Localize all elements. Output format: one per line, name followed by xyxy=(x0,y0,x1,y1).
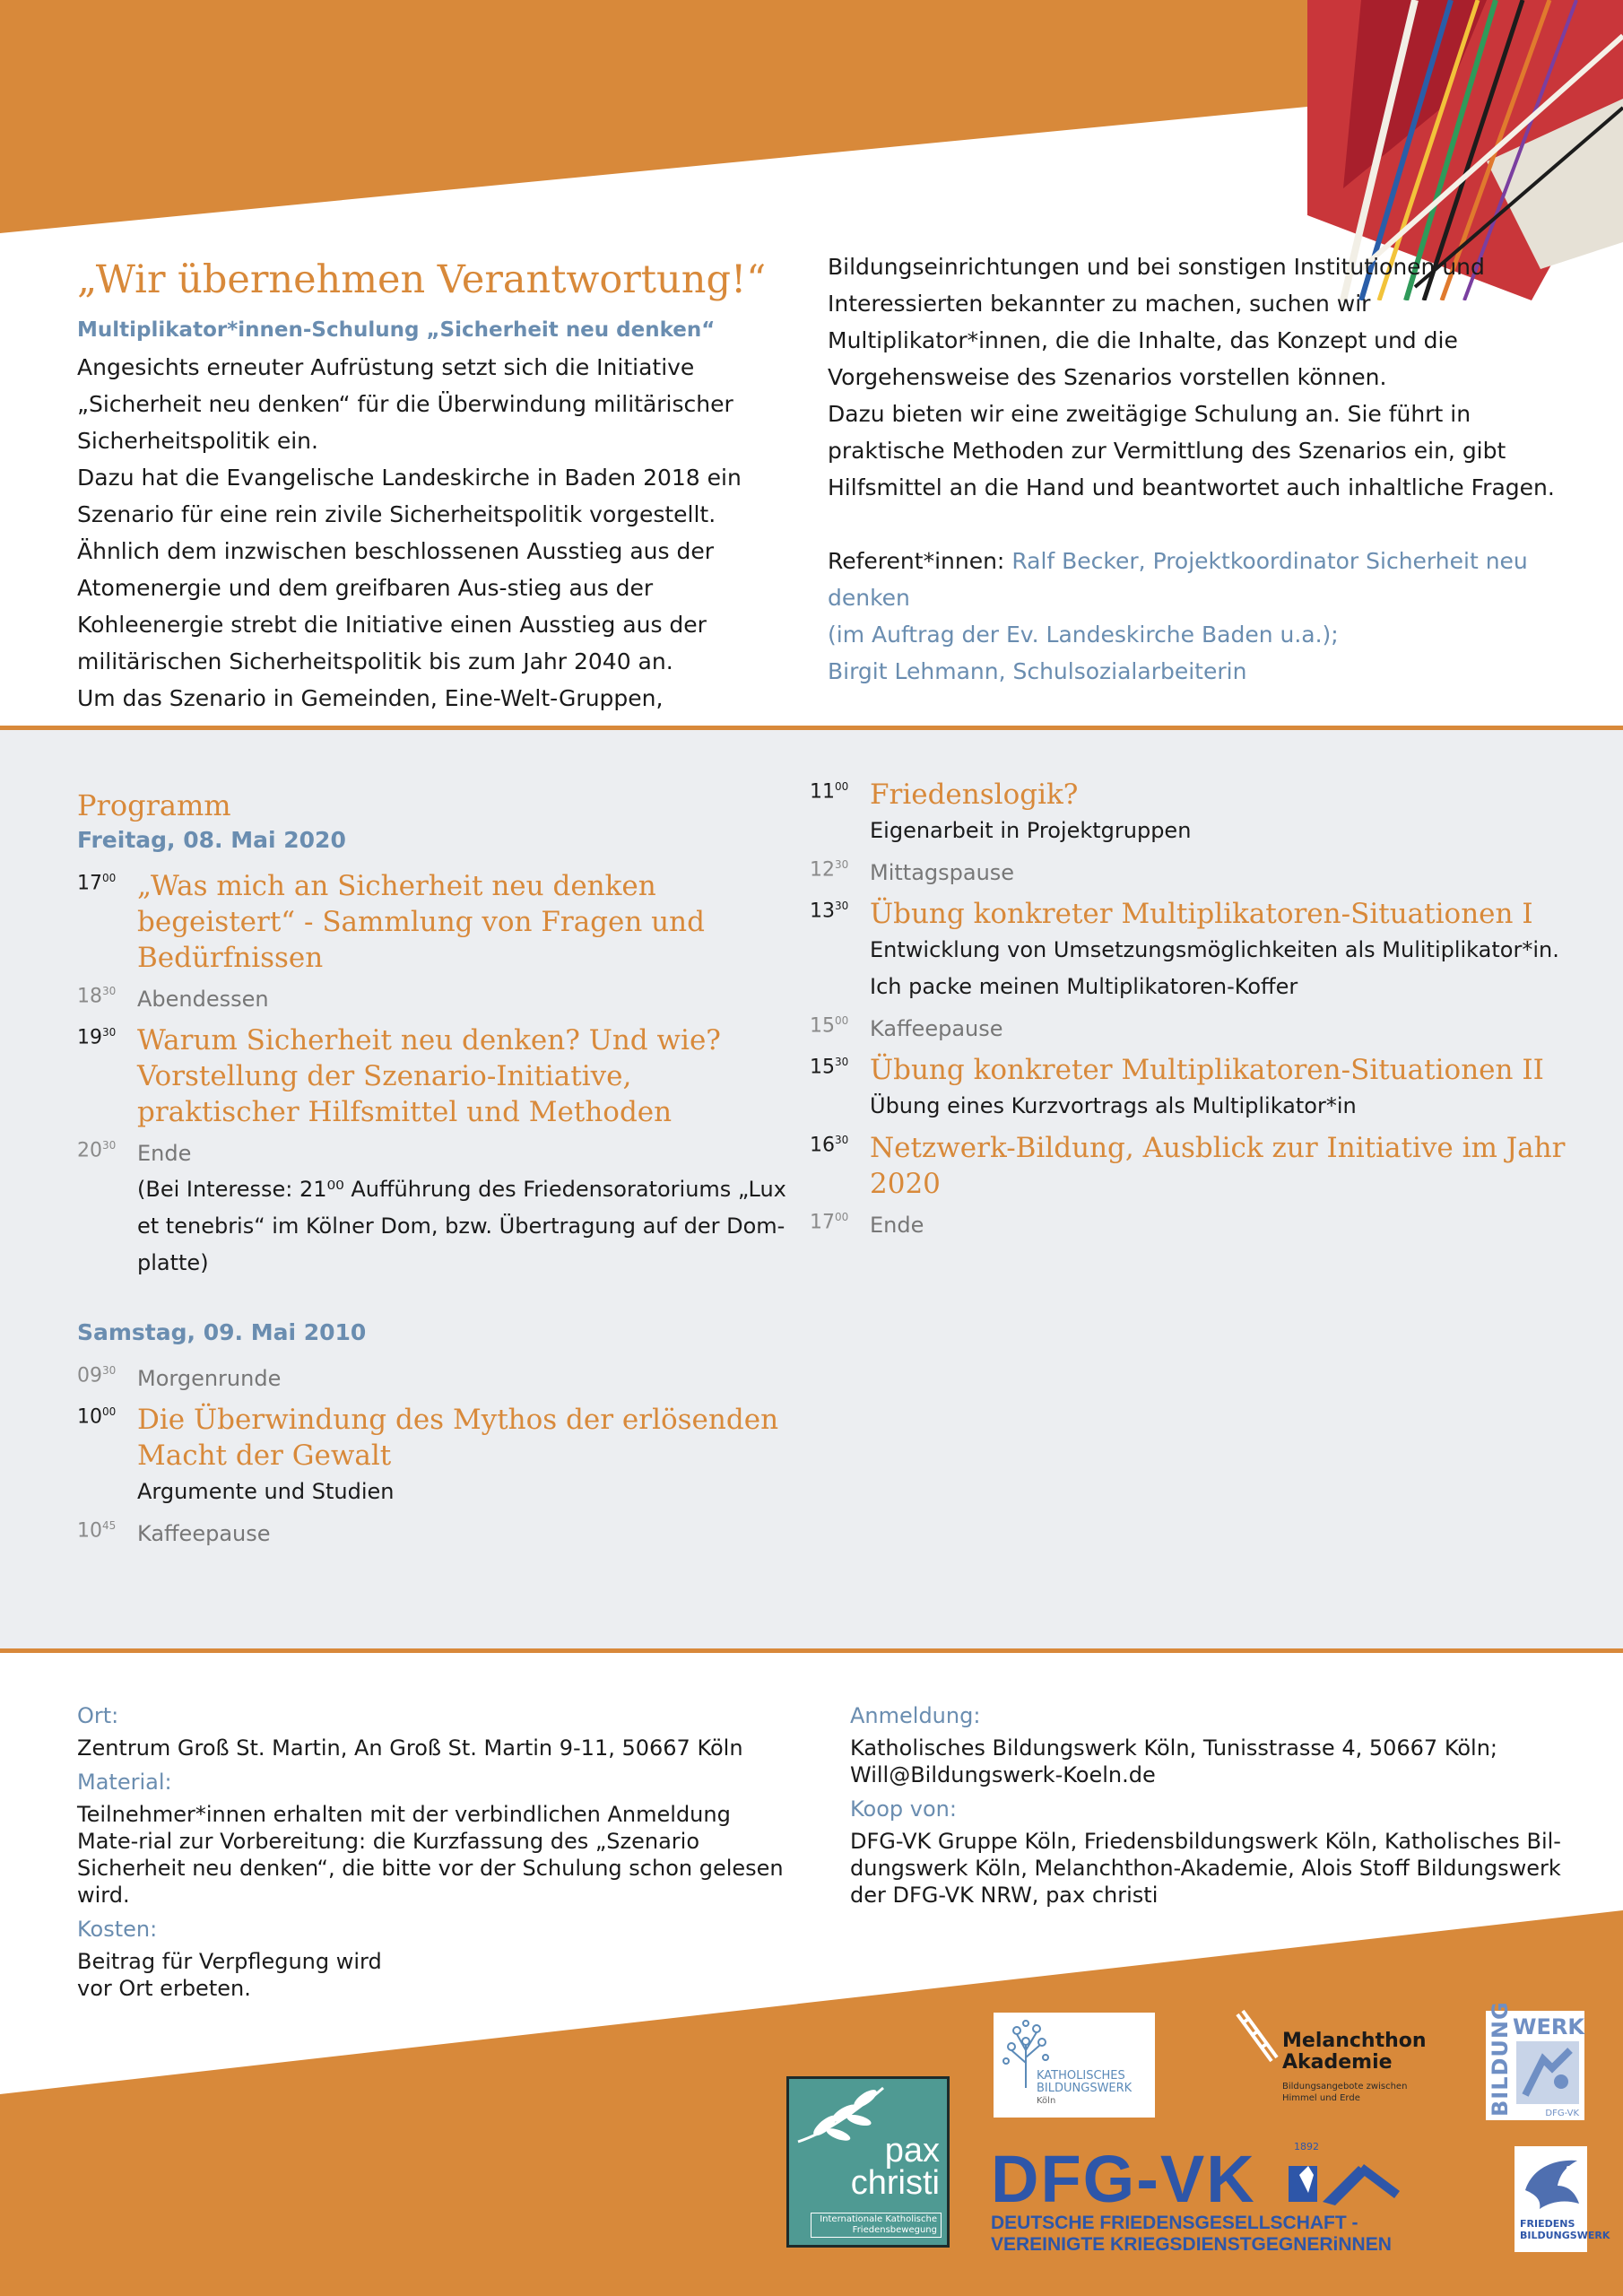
schedule-time xyxy=(77,985,116,1007)
time-hour: 19 xyxy=(77,1026,102,1049)
dfg-vk-logo xyxy=(991,2141,1412,2258)
session-label: Ende xyxy=(137,1141,192,1166)
schedule-entry xyxy=(77,1402,794,1510)
schedule-entry xyxy=(810,1207,1572,1243)
referents-label: Referent*innen: xyxy=(828,548,1012,574)
mel-wordmark xyxy=(1282,2031,1427,2074)
session-title: Netzwerk-Bildung, Ausblick zur Initiative im Jahr 2020 xyxy=(870,1132,1566,1200)
fbw-line: BILDUNGSWERK xyxy=(1520,2230,1610,2241)
time-minute: 30 xyxy=(102,1364,117,1377)
katholisches-bildungswerk-logo xyxy=(994,2013,1155,2118)
time-minute: 00 xyxy=(835,780,849,793)
dfg-vk-wordmark: DFG-VK xyxy=(991,2142,1256,2216)
intro-subtitle: Multiplikator*innen-Schulung „Sicherheit neu denken“ xyxy=(77,318,716,342)
schedule-entry xyxy=(77,1361,794,1396)
schedule-time xyxy=(77,872,116,894)
intro-paragraph: Um das Szenario in Gemeinden, Eine-Welt-Gruppen, xyxy=(77,685,664,711)
time-minute: 00 xyxy=(835,1211,849,1223)
ort-value: Zentrum Groß St. Martin, An Groß St. Martin 9-11, 50667 Köln xyxy=(77,1735,743,1761)
intro-left-column xyxy=(77,253,794,753)
friedensbildungswerk-logo xyxy=(1515,2146,1610,2252)
referent-1: Ralf Becker, Projektkoordinator Sicherheit neu denken xyxy=(828,548,1528,611)
session-detail: (Bei Interesse: 21⁰⁰ Aufführung des Friedensoratoriums „Lux et tenebris“ im Kölner Dom, bzw. Übertragung auf der Dom-platte) xyxy=(137,1177,786,1275)
schedule-entry xyxy=(810,855,1572,891)
schedule-time xyxy=(810,1211,848,1233)
time-hour: 12 xyxy=(810,858,835,882)
broken-rifle-icon xyxy=(1287,2148,1412,2211)
bw-top-text: WERK xyxy=(1513,2014,1584,2039)
fbw-line: FRIEDENS xyxy=(1520,2218,1575,2230)
anmeldung-address: Katholisches Bildungswerk Köln, Tunisstrasse 4, 50667 Köln; xyxy=(850,1735,1498,1761)
program-right-column xyxy=(810,777,1572,1248)
schedule-time xyxy=(77,1519,116,1542)
pax-christi-logo xyxy=(786,2076,950,2248)
time-minute: 30 xyxy=(835,858,849,871)
time-hour: 16 xyxy=(810,1134,835,1157)
info-right-column xyxy=(850,1695,1594,1909)
dfg-vk-subtitle xyxy=(991,2213,1392,2256)
kosten-line: Beitrag für Verpflegung wird xyxy=(77,1949,382,1974)
schedule-time xyxy=(810,1014,848,1037)
koop-label: Koop von: xyxy=(850,1796,957,1822)
kosten-label: Kosten: xyxy=(77,1917,158,1942)
intro-title: „Wir übernehmen Verantwortung!“ xyxy=(77,257,767,302)
session-title: Übung konkreter Multiplikatoren-Situationen I xyxy=(870,898,1533,930)
session-label: Kaffeepause xyxy=(137,1521,271,1546)
time-hour: 20 xyxy=(77,1139,102,1162)
kbw-line: KATHOLISCHES xyxy=(1037,2069,1125,2083)
session-detail: Entwicklung von Umsetzungsmöglichkeiten als Mulitiplikator*in. Ich packe meinen Multiplikatoren-Koffer xyxy=(870,937,1559,999)
session-label: Ende xyxy=(870,1213,924,1238)
kosten-line: vor Ort erbeten. xyxy=(77,1976,251,2001)
intro-paragraph: Bildungseinrichtungen und bei sonstigen Institutionen und Interessierten bekannter zu machen, suchen wir Multiplikator*innen, die die Inhalte, das Konzept und die Vorgehensweise des Szenarios vorstellen können. xyxy=(828,254,1485,390)
bw-small-text: DFG-VK xyxy=(1545,2109,1579,2118)
schedule-list-saturday xyxy=(77,1361,794,1552)
pax-christi-subtitle xyxy=(811,2213,942,2238)
schedule-entry xyxy=(77,1022,794,1130)
session-label: Abendessen xyxy=(137,987,269,1012)
mel-line: Akademie xyxy=(1282,2051,1393,2074)
dfg-year: 1892 xyxy=(1294,2141,1319,2152)
melanchthon-akademie-logo xyxy=(1228,2009,1426,2117)
material-label: Material: xyxy=(77,1770,172,1795)
mel-subtitle xyxy=(1282,2081,1407,2104)
session-label: Mittagspause xyxy=(870,860,1015,885)
schedule-entry xyxy=(77,1516,794,1552)
session-title: Die Überwindung des Mythos der erlösenden Macht der Gewalt xyxy=(137,1404,779,1472)
schedule-time xyxy=(77,1364,116,1387)
ladder-icon xyxy=(1230,2009,1284,2072)
referents xyxy=(828,543,1572,690)
session-detail: Eigenarbeit in Projektgruppen xyxy=(870,818,1192,843)
schedule-entry xyxy=(810,1052,1572,1125)
time-hour: 10 xyxy=(77,1519,102,1543)
session-title: Friedenslogik? xyxy=(870,778,1079,811)
intro-paragraph: Angesichts erneuter Aufrüstung setzt sich die Initiative „Sicherheit neu denken“ für die Überwindung militärischer Sicherheitspolitik ein. xyxy=(77,354,733,454)
kbw-city: Köln xyxy=(1037,2096,1056,2106)
session-label: Morgenrunde xyxy=(137,1366,282,1391)
ort-label: Ort: xyxy=(77,1703,119,1728)
schedule-entry xyxy=(77,1135,794,1282)
schedule-entry xyxy=(77,868,794,976)
day-label-friday: Freitag, 08. Mai 2020 xyxy=(77,827,346,853)
time-hour: 15 xyxy=(810,1056,835,1079)
kbw-line: BILDUNGSWERK xyxy=(1037,2082,1133,2095)
schedule-time xyxy=(810,900,848,922)
mel-line: Melanchthon xyxy=(1282,2030,1427,2052)
session-title: Warum Sicherheit neu denken? Und wie? Vorstellung der Szenario-Initiative, praktischer Hilfsmittel und Methoden xyxy=(137,1024,721,1128)
program-left-column xyxy=(77,786,794,1557)
time-hour: 13 xyxy=(810,900,835,923)
dove-icon xyxy=(1515,2150,1587,2222)
time-minute: 30 xyxy=(835,1056,849,1068)
intro-paragraph: Dazu hat die Evangelische Landeskirche in Baden 2018 ein Szenario für eine rein zivile Sicherheitspolitik vorgestellt. Ähnlich dem inzwischen beschlossenen Ausstieg aus der Atomenergie und dem greifbaren Aus-stieg aus der Kohleenergie strebt die Initiative einen Ausstieg aus der militärischen Sicherheitspolitik bis zum Jahr 2040 an. xyxy=(77,465,742,674)
time-hour: 17 xyxy=(810,1211,835,1234)
schedule-entry xyxy=(810,896,1572,1005)
schedule-entry xyxy=(810,1130,1572,1202)
schedule-time xyxy=(77,1405,116,1428)
pax-word: pax xyxy=(884,2132,940,2170)
schedule-list-friday xyxy=(77,868,794,1282)
dfg-line: DEUTSCHE FRIEDENSGESELLSCHAFT - xyxy=(991,2213,1358,2233)
time-hour: 18 xyxy=(77,985,102,1008)
koop-value: DFG-VK Gruppe Köln, Friedensbildungswerk Köln, Katholisches Bil-dungswerk Köln, Melanchthon-Akademie, Alois Stoff Bildungswerk der DFG-VK NRW, pax christi xyxy=(850,1829,1561,1908)
program-heading: Programm xyxy=(77,788,231,822)
schedule-time xyxy=(810,858,848,881)
mel-sub-line: Bildungsangebote zwischen xyxy=(1282,2082,1408,2092)
time-hour: 15 xyxy=(810,1014,835,1038)
time-minute: 00 xyxy=(102,1405,117,1418)
session-title: „Was mich an Sicherheit neu denken begeistert“ - Sammlung von Fragen und Bedürfnissen xyxy=(137,870,705,974)
schedule-entry xyxy=(77,981,794,1017)
time-minute: 30 xyxy=(102,985,117,997)
schedule-entry xyxy=(810,1011,1572,1047)
schedule-time xyxy=(77,1026,116,1048)
time-minute: 00 xyxy=(102,872,117,884)
time-minute: 30 xyxy=(102,1026,117,1039)
time-minute: 30 xyxy=(835,1134,849,1146)
time-minute: 30 xyxy=(102,1139,117,1152)
intro-right-column xyxy=(828,248,1572,690)
schedule-time xyxy=(810,1056,848,1078)
time-hour: 17 xyxy=(77,872,102,895)
time-minute: 45 xyxy=(102,1519,117,1532)
referent-1-note: (im Auftrag der Ev. Landeskirche Baden u.a.); xyxy=(828,622,1339,648)
schedule-list-saturday-continued xyxy=(810,777,1572,1243)
material-value: Teilnehmer*innen erhalten mit der verbindlichen Anmeldung Mate-rial zur Vorbereitung: die Kurzfassung des „Szenario Sicherheit neu denken“, die bitte vor der Schulung schon gelesen wird. xyxy=(77,1802,784,1908)
anmeldung-value xyxy=(850,1735,1594,1788)
referent-2: Birgit Lehmann, Schulsozialarbeiterin xyxy=(828,658,1247,684)
dfg-line: VEREINIGTE KRIEGSDIENSTGEGNERiNNEN xyxy=(991,2234,1392,2255)
schedule-time xyxy=(77,1139,116,1161)
time-minute: 30 xyxy=(835,900,849,912)
bildungswerk-dfg-vk-logo xyxy=(1486,2001,1584,2120)
session-detail: Argumente und Studien xyxy=(137,1479,395,1504)
program-section xyxy=(0,726,1623,1653)
day-label-saturday: Samstag, 09. Mai 2010 xyxy=(77,1319,367,1345)
schedule-time xyxy=(810,780,848,803)
fbw-wordmark xyxy=(1520,2218,1610,2241)
schedule-entry xyxy=(810,777,1572,849)
anmeldung-email[interactable]: Will@Bildungswerk-Koeln.de xyxy=(850,1762,1156,1787)
pax-christi-wordmark xyxy=(850,2132,940,2202)
intro-paragraph: Dazu bieten wir eine zweitägige Schulung an. Sie führt in praktische Methoden zur Vermittlung des Szenarios ein, gibt Hilfsmittel an die Hand und beantwortet auch inhaltliche Fragen. xyxy=(828,401,1555,500)
anmeldung-label: Anmeldung: xyxy=(850,1703,981,1728)
schedule-time xyxy=(810,1134,848,1156)
time-hour: 09 xyxy=(77,1364,102,1387)
kbw-wordmark xyxy=(1037,2070,1132,2108)
christi-word: christi xyxy=(850,2164,940,2202)
mel-sub-line: Himmel und Erde xyxy=(1282,2093,1360,2103)
bw-vertical-text: BILDUNG xyxy=(1488,2001,1513,2117)
pax-sub-line: Internationale Katholische xyxy=(820,2214,937,2224)
figure-icon xyxy=(1516,2041,1579,2104)
pax-sub-line: Friedensbewegung xyxy=(852,2225,937,2235)
time-minute: 00 xyxy=(835,1014,849,1027)
time-hour: 11 xyxy=(810,780,835,804)
session-label: Kaffeepause xyxy=(870,1016,1003,1041)
session-title: Übung konkreter Multiplikatoren-Situationen II xyxy=(870,1054,1544,1086)
time-hour: 10 xyxy=(77,1405,102,1429)
session-detail: Übung eines Kurzvortrags als Multiplikator*in xyxy=(870,1093,1357,1118)
